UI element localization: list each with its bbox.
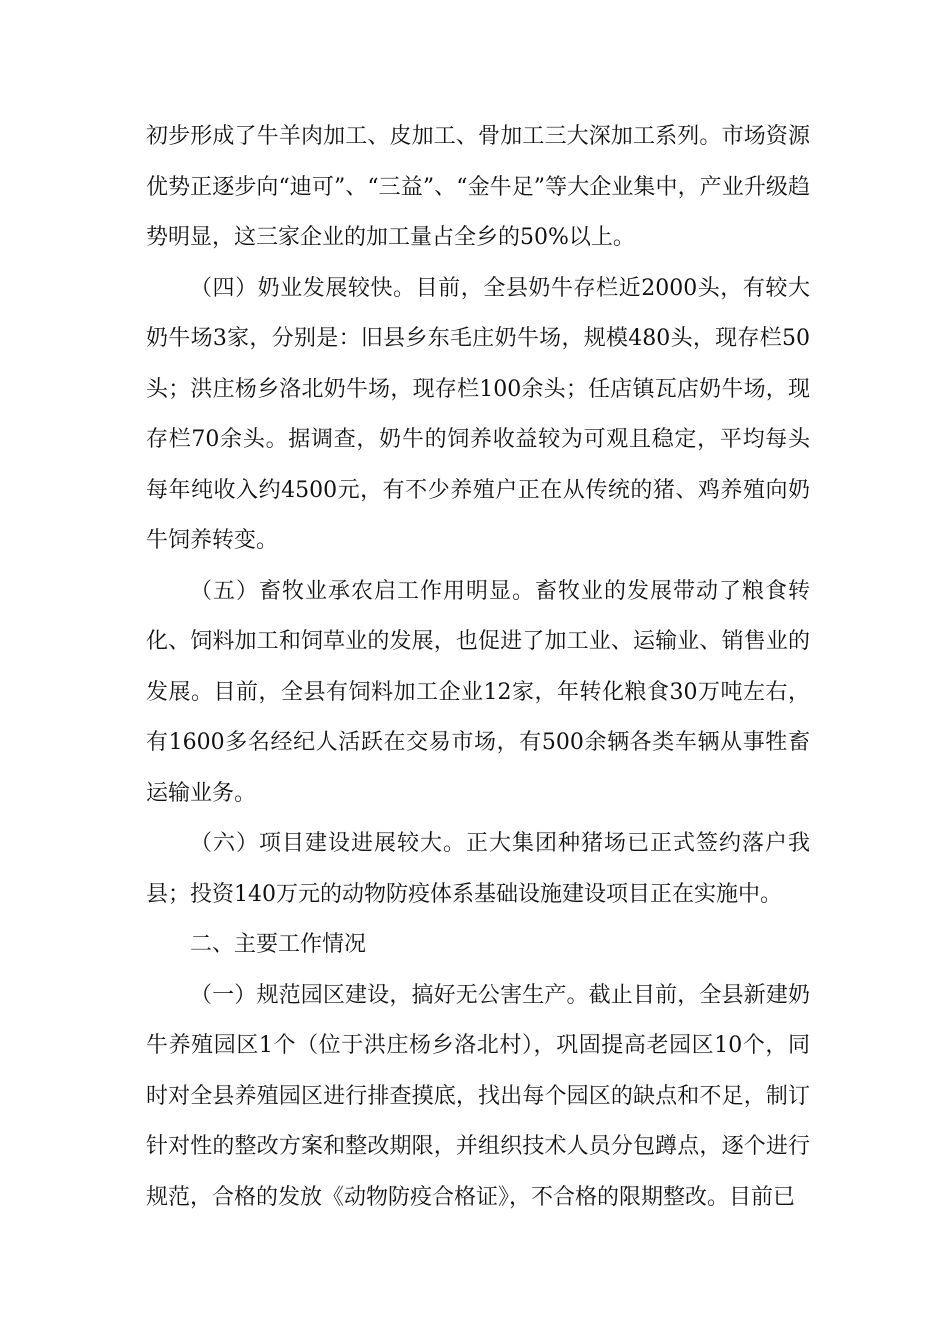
paragraph-continuation: 初步形成了牛羊肉加工、皮加工、骨加工三大深加工系列。市场资源优势正逐步向“迪可”、“三益”、“金牛足”等大企业集中，产业升级趋势明显，这三家企业的加工量占全乡的50%以上。: [146, 124, 810, 250]
paragraph-dairy: （四）奶业发展较快。目前，全县奶牛存栏近2000头，有较大奶牛场3家，分别是：旧县乡东毛庄奶牛场，规模480头，现存栏50头；洪庄杨乡洛北奶牛场，现存栏100余头；任店镇瓦店奶牛场，现存栏70余头。据调查，奶牛的饲养收益较为可观且稳定，平均每头每年纯收入约4500元，有不少养殖户正在从传统的猪、鸡养殖向奶牛饲养转变。: [146, 275, 811, 553]
section-heading: 二、主要工作情况: [190, 932, 367, 957]
document-body: [146, 112, 810, 1223]
paragraph-parks: （一）规范园区建设，搞好无公害生产。截止目前，全县新建奶牛养殖园区1个（位于洪庄杨乡洛北村），巩固提高老园区10个，同时对全县养殖园区进行排查摸底，找出每个园区的缺点和不足，制订针对性的整改方案和整改期限，并组织技术人员分包蹲点，逐个进行规范，合格的发放《动物防疫合格证》，不合格的限期整改。目前已: [146, 982, 810, 1210]
paragraph-livestock: （五）畜牧业承农启工作用明显。畜牧业的发展带动了粮食转化、饲料加工和饲草业的发展，也促进了加工业、运输业、销售业的发展。目前，全县有饲料加工企业12家，年转化粮食30万吨左右，有1600多名经纪人活跃在交易市场，有500余辆各类车辆从事牲畜运输业务。: [146, 578, 810, 806]
paragraph-projects: （六）项目建设进展较大。正大集团种猪场已正式签约落户我县；投资140万元的动物防疫体系基础设施建设项目正在实施中。: [146, 831, 810, 907]
